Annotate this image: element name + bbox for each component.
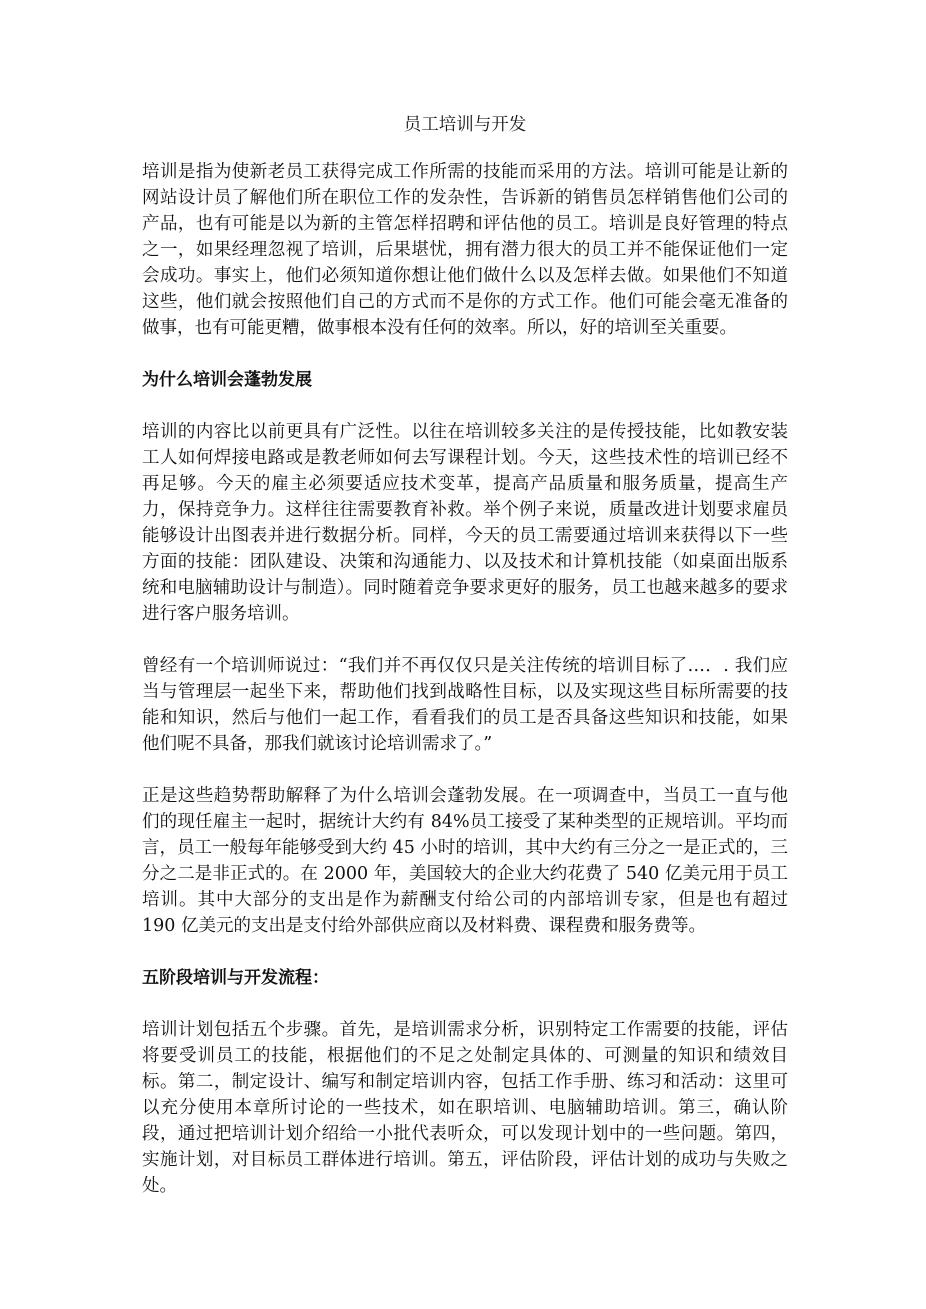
section-heading-five-stage-process: 五阶段培训与开发流程： — [142, 968, 329, 988]
section2-paragraph-1: 培训计划包括五个步骤。首先，是培训需求分析，识别特定工作需要的技能，评估将要受训员工的技能，根据他们的不足之处制定具体的、可测量的知识和绩效目标。第二，制定设计、编写和制定培训内容，包括工作手册、练习和活动：这里可以充分使用本章所讨论的一些技术，如在职培训、电脑辅助培训。第三，确认阶段，通过把培训计划介绍给一小批代表听众，可以发现计划中的一些问题。第四，实施计划，对目标员工群体进行培训。第五，评估阶段，评估计划的成功与失败之处。 — [142, 1020, 788, 1196]
section1-paragraph-3: 正是这些趋势帮助解释了为什么培训会蓬勃发展。在一项调查中，当员工一直与他们的现任雇主一起时，据统计大约有 84%员工接受了某种类型的正规培训。平均而言，员工一般每年能够受到大约 45 小时的培训，其中大约有三分之一是正式的，三分之二是非正式的。在 2000 年，美国较大的企业大约花费了 540 亿美元用于员工培训。其中大部分的支出是作为薪酬支付给公司的内部培训专家，但是也有超过 190 亿美元的支出是支付给外部供应商以及材料费、课程费和服务费等。 — [142, 786, 788, 936]
section1-paragraph-2: 曾经有一个培训师说过：“我们并不再仅仅只是关注传统的培训目标了…．. 我们应当与管理层一起坐下来，帮助他们找到战略性目标，以及实现这些目标所需要的技能和知识，然后与他们一起工作，看看我们的员工是否具备这些知识和技能，如果他们呢不具备，那我们就该讨论培训需求了。” — [142, 656, 788, 754]
section-heading-why-training: 为什么培训会蓬勃发展 — [142, 370, 312, 390]
intro-paragraph: 培训是指为使新老员工获得完成工作所需的技能而采用的方法。培训可能是让新的网站设计员了解他们所在职位工作的发杂性，告诉新的销售员怎样销售他们公司的产品，也有可能是以为新的主管怎样招聘和评估他的员工。培训是良好管理的特点之一，如果经理忽视了培训，后果堪忧，拥有潜力很大的员工并不能保证他们一定会成功。事实上，他们必须知道你想让他们做什么以及怎样去做。如果他们不知道这些，他们就会按照他们自己的方式而不是你的方式工作。他们可能会毫无准备的做事，也有可能更糟，做事根本没有任何的效率。所以，好的培训至关重要。 — [142, 162, 788, 338]
section1-paragraph-1: 培训的内容比以前更具有广泛性。以往在培训较多关注的是传授技能，比如教安装工人如何焊接电路或是教老师如何去写课程计划。今天，这些技术性的培训已经不再足够。今天的雇主必须要适应技术变革，提高产品质量和服务质量，提高生产力，保持竞争力。这样往往需要教育补救。举个例子来说，质量改进计划要求雇员能够设计出图表并进行数据分析。同样，今天的员工需要通过培训来获得以下一些方面的技能：团队建设、决策和沟通能力、以及技术和计算机技能（如桌面出版系统和电脑辅助设计与制造）。同时随着竞争要求更好的服务，员工也越来越多的要求进行客户服务培训。 — [142, 422, 788, 624]
document-title: 员工培训与开发 — [403, 115, 527, 135]
document-page — [142, 112, 788, 1225]
